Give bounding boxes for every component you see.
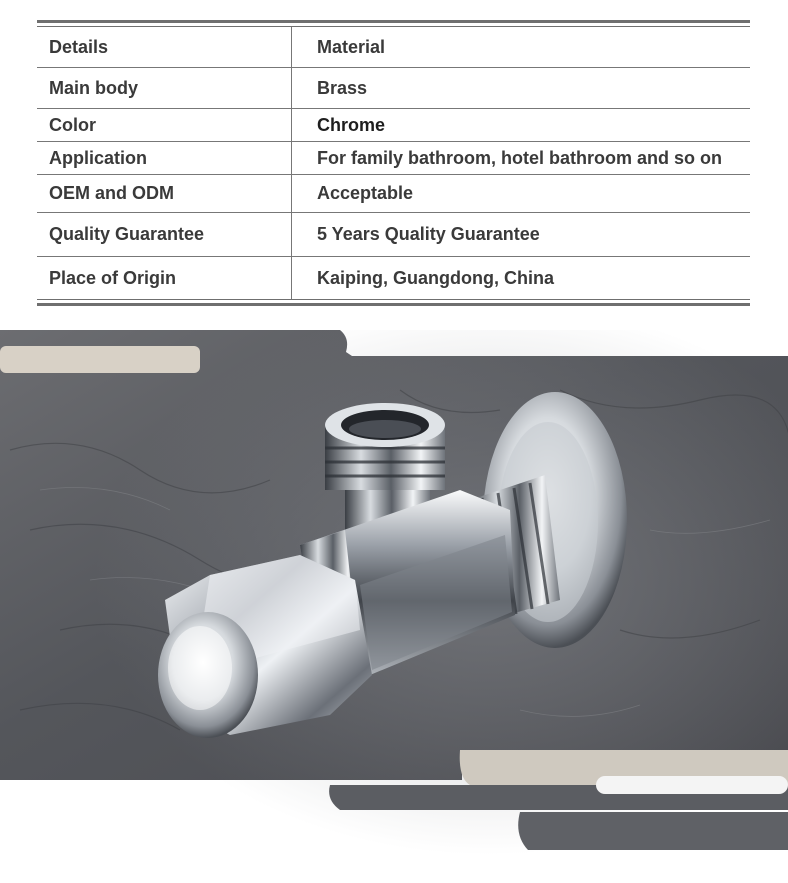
table-row	[37, 142, 750, 175]
angle-valve-image	[0, 330, 788, 883]
table-row	[37, 175, 750, 213]
table-row	[37, 68, 750, 109]
row-value: Kaiping, Guangdong, China	[317, 267, 554, 288]
spec-table	[37, 20, 750, 306]
row-value: Acceptable	[317, 183, 414, 203]
row-label: OEM and ODM	[37, 175, 292, 212]
product-photo	[0, 330, 788, 883]
table-row	[37, 257, 750, 299]
row-label: Color	[37, 109, 292, 141]
row-label: Application	[37, 142, 292, 174]
row-label: Quality Guarantee	[37, 213, 292, 256]
header-material: Material	[317, 36, 386, 57]
row-label: Place of Origin	[37, 257, 292, 299]
table-header-row	[37, 27, 750, 68]
header-details: Details	[37, 27, 292, 67]
row-value: 5 Years Quality Guarantee	[317, 224, 540, 244]
table-bottom-rule	[37, 303, 750, 306]
table-row	[37, 213, 750, 257]
row-label: Main body	[37, 68, 292, 108]
row-value: For family bathroom, hotel bathroom and so on	[317, 147, 723, 168]
row-value: Chrome	[317, 114, 386, 135]
row-value: Brass	[317, 77, 368, 98]
table-row	[37, 109, 750, 142]
